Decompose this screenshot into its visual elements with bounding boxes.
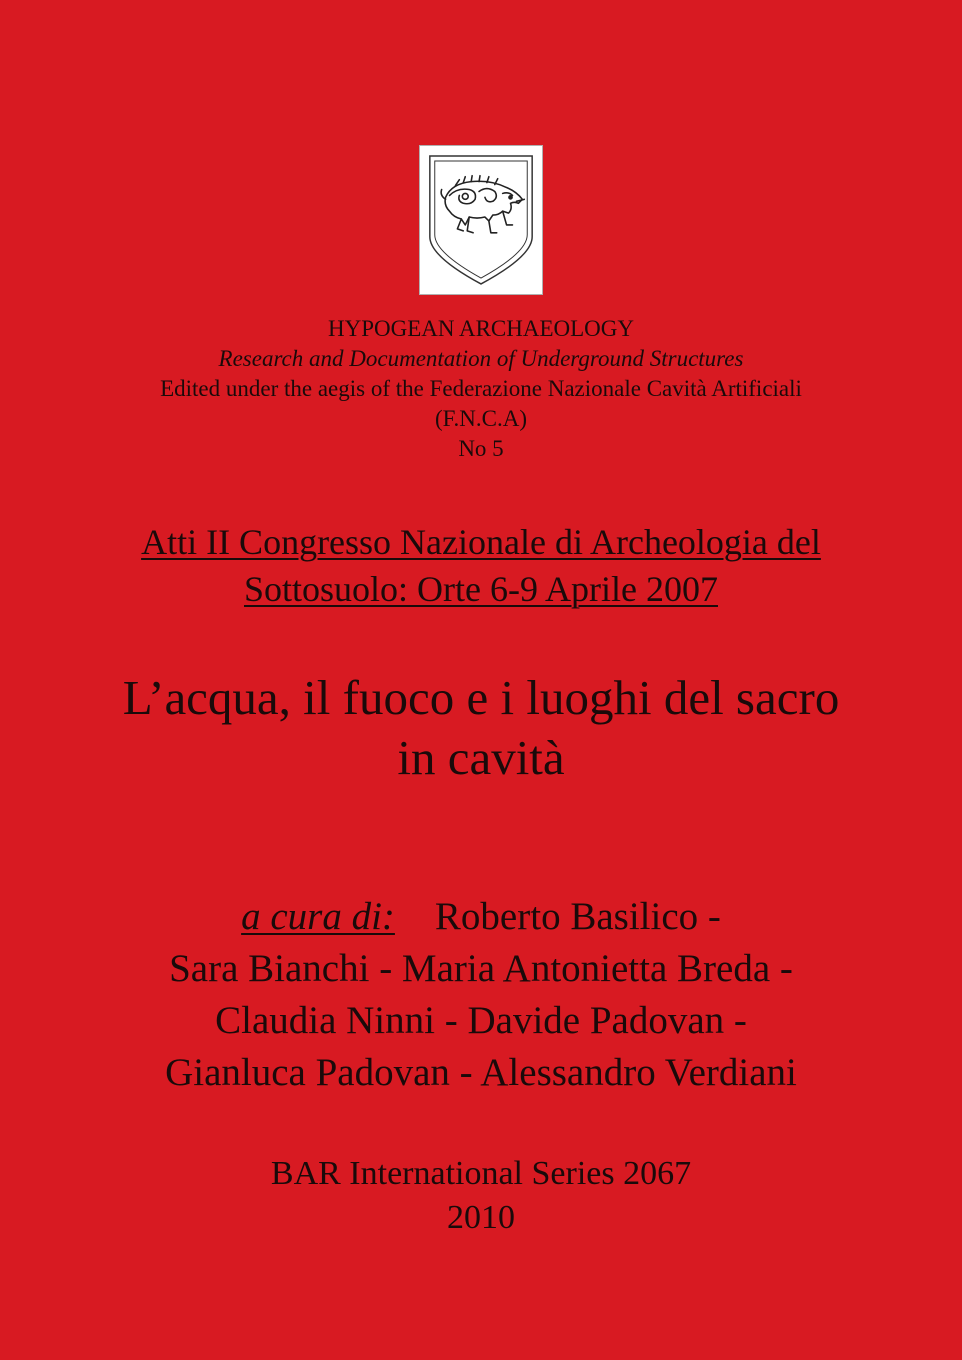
publisher-info xyxy=(0,1152,962,1240)
publisher-logo xyxy=(419,145,543,295)
editors-line-2: Sara Bianchi - Maria Antonietta Breda - xyxy=(169,947,793,990)
publisher-series: BAR International Series 2067 xyxy=(270,1155,692,1192)
congress-line-2: Sottosuolo: Orte 6-9 Aprile 2007 xyxy=(244,569,718,609)
series-abbreviation: (F.N.C.A) xyxy=(434,406,528,431)
series-info xyxy=(0,314,962,464)
editors-line-4: Gianluca Padovan - Alessandro Verdiani xyxy=(165,1051,797,1094)
title-line-2: in cavità xyxy=(397,730,565,785)
editors-line-1: Roberto Basilico - xyxy=(434,895,721,938)
editors-line-3: Claudia Ninni - Davide Padovan - xyxy=(215,999,747,1042)
series-number: No 5 xyxy=(458,436,504,461)
publication-year: 2010 xyxy=(447,1199,515,1236)
congress-title xyxy=(0,519,962,613)
series-subtitle: Research and Documentation of Underground Structures xyxy=(218,346,744,371)
editors-block xyxy=(0,891,962,1099)
congress-line-1: Atti II Congresso Nazionale di Archeologia del xyxy=(141,522,821,562)
series-aegis: Edited under the aegis of the Federazione Nazionale Cavità Artificiali xyxy=(160,376,802,401)
editors-lead: a cura di: xyxy=(241,895,395,938)
boar-shield-icon xyxy=(420,146,542,294)
series-name: HYPOGEAN ARCHAEOLOGY xyxy=(327,316,635,341)
title-line-1: L’acqua, il fuoco e i luoghi del sacro xyxy=(122,670,840,725)
book-title xyxy=(0,668,962,788)
